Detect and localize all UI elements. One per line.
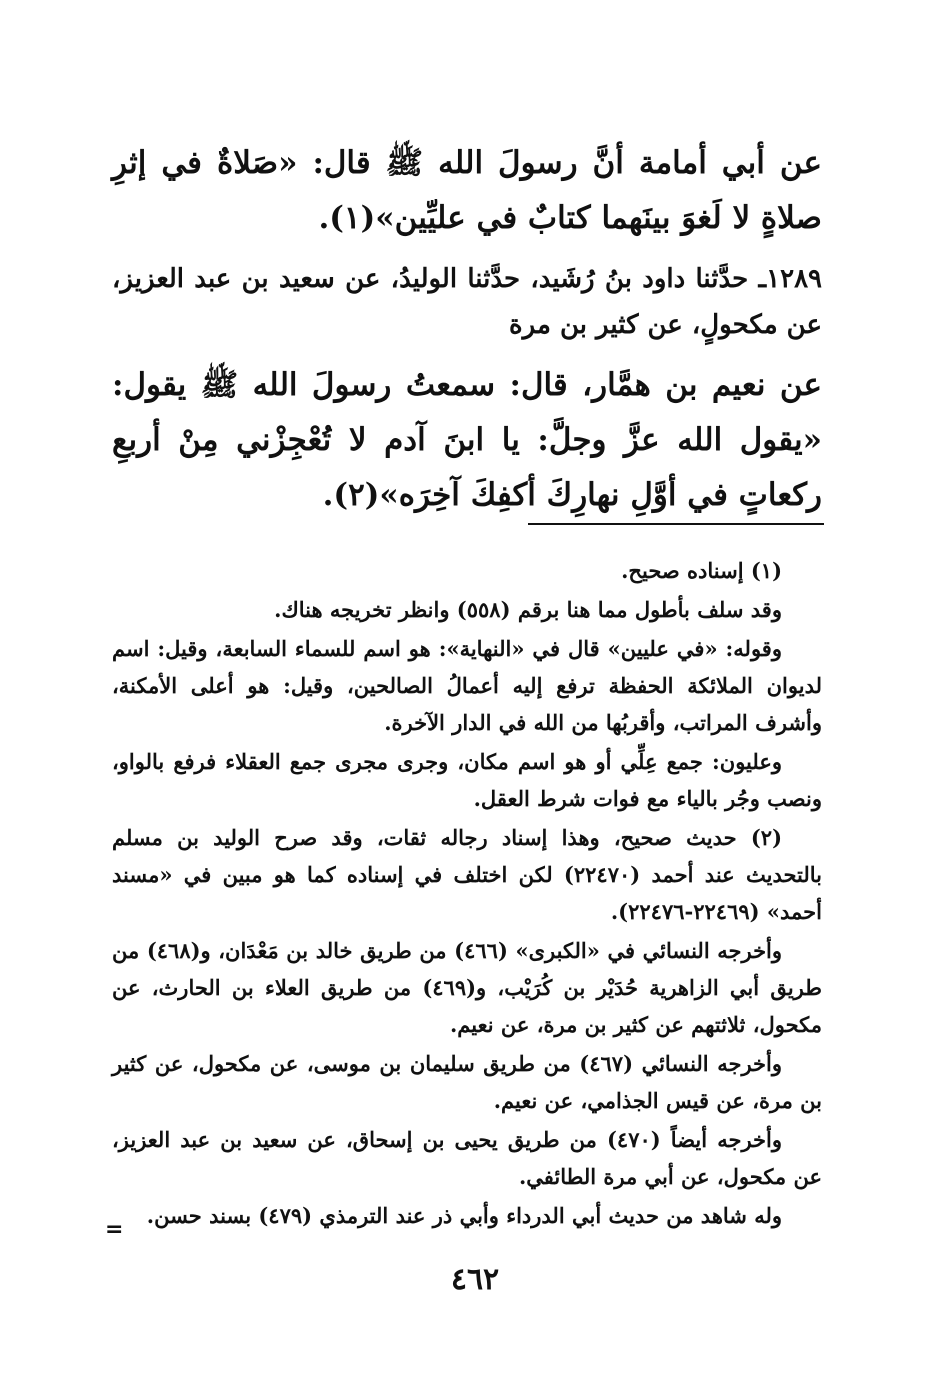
isnad-text — [112, 256, 822, 348]
footnote-line: وعليون: جمع عِلِّي أو هو اسم مكان، وجرى مجرى جمع العقلاء فرفع بالواو، ونصب وجُر بالياء مع فوات شرط العقل. — [112, 749, 822, 811]
hadith-text-2 — [112, 358, 822, 523]
footnotes — [112, 552, 822, 1234]
hadith-paragraph: عن أبي أمامة أنَّ رسولَ الله ﷺ قال: «صَلاةٌ في إثرِ صلاةٍ لا لَغوَ بينَهما كتابٌ في عليِّين»(١). — [112, 145, 822, 236]
footnote-line: وأخرجه أيضاً (٤٧٠) من طريق يحيى بن إسحاق، عن سعيد بن عبد العزيز، عن مكحول، عن أبي مرة الطائفي. — [112, 1127, 822, 1189]
page-number: ٤٦٢ — [450, 1262, 500, 1297]
footnote-line: (٢) حديث صحيح، وهذا إسناد رجاله ثقات، وقد صرح الوليد بن مسلم بالتحديث عند أحمد (٢٢٤٧٠) لكن اختلف في إسناده كما هو مبين في «مسند أحمد» (٢٢٤٦٩-٢٢٤٧٦). — [112, 825, 822, 924]
footnote-line: وقد سلف بأطول مما هنا برقم (٥٥٨) وانظر تخريجه هناك. — [274, 597, 782, 622]
hadith-paragraph: عن نعيم بن همَّار، قال: سمعتُ رسولَ الله ﷺ يقول: «يقول الله عزَّ وجلَّ: يا ابنَ آدم لا تُعْجِزْني مِنْ أربعِ ركعاتٍ في أوَّلِ نهارِكَ أكفِكَ آخِرَه»(٢). — [112, 367, 822, 513]
footnote-line: وقوله: «في عليين» قال في «النهاية»: هو اسم للسماء السابعة، وقيل: اسم لديوان الملائكة الحفظة ترفع إليه أعمالُ الصالحين، وقيل: هو أعلى الأمكنة، وأشرف المراتب، وأقربُها من الله في الدار الآخرة. — [112, 636, 822, 735]
footnote-line: وله شاهد من حديث أبي الدرداء وأبي ذر عند الترمذي (٤٧٩) بسند حسن. — [146, 1203, 782, 1228]
isnad-paragraph: ١٢٨٩ـ حدَّثنا داود بنُ رُشَيد، حدَّثنا الوليدُ، عن سعيد بن عبد العزيز، عن مكحولٍ، عن كثير بن مرة — [112, 264, 822, 340]
footnote-separator — [528, 523, 824, 525]
footnote-line: (١) إسناده صحيح. — [621, 558, 782, 583]
footnote-line: وأخرجه النسائي (٤٦٧) من طريق سليمان بن موسى، عن مكحول، عن كثير بن مرة، عن قيس الجذامي، عن نعيم. — [112, 1051, 822, 1113]
hadith-text-1 — [112, 136, 822, 246]
continuation-mark: = — [105, 1217, 124, 1242]
footnote-line: وأخرجه النسائي في «الكبرى» (٤٦٦) من طريق خالد بن مَعْدَان، و(٤٦٨) من طريق أبي الزاهرية حُدَيْر بن كُرَيْب، و(٤٦٩) من طريق العلاء بن الحارث، عن مكحول، ثلاثتهم عن كثير بن مرة، عن نعيم. — [112, 938, 822, 1037]
